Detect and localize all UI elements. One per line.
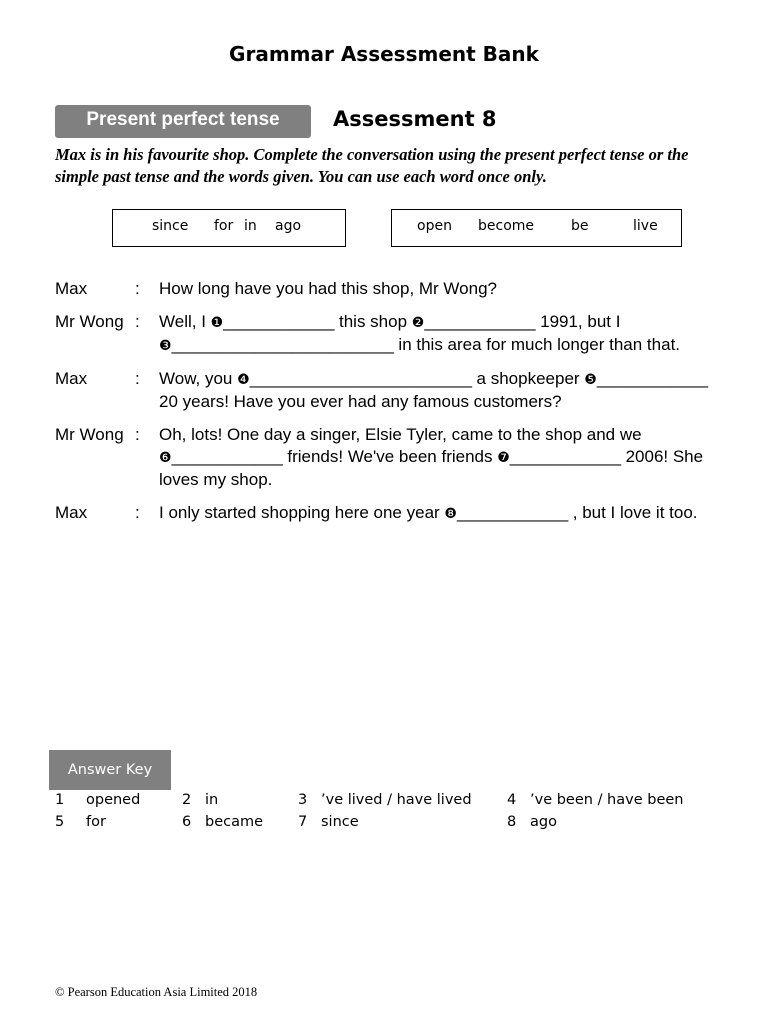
answer-number: 4 [507,792,517,808]
dialogue-turn [55,368,725,413]
answer-number: 2 [182,792,192,808]
copyright-footer: © Pearson Education Asia Limited 2018 [55,985,258,999]
dialogue [55,278,725,536]
answer-item [55,814,106,830]
speech-fragment: 1991, but I [535,312,621,331]
speech-fragment: , but I love it too. [568,503,698,522]
speaker-colon: : [135,425,140,444]
speech-fragment: Well, I [159,312,211,331]
speech-text [159,278,725,300]
answer-blank: ____________ [171,447,283,466]
speech-text [159,368,725,413]
answer-blank: ____________ [596,369,708,388]
speech-fragment: this shop [334,312,412,331]
speech-fragment: a shopkeeper [471,369,585,388]
word-in: in [244,218,257,234]
answer-number: 5 [55,814,65,830]
answer-blank: ____________ [509,447,621,466]
dialogue-turn [55,311,725,357]
answer-item [507,814,557,830]
speaker-name: Mr Wong [55,425,124,444]
page-title: Grammar Assessment Bank [229,42,539,66]
question-number: ❷ [411,315,425,331]
speech-fragment: Wow, you [159,369,238,388]
word-live: live [633,218,658,234]
answer-item [298,814,359,830]
question-number: ❻ [159,450,172,466]
answer-number: 3 [298,792,308,808]
question-number: ❺ [584,372,597,388]
speech-fragment: Oh, lots! One day a singer, Elsie Tyler, came to the shop and we [159,425,642,444]
word-since: since [152,218,189,234]
speech-fragment: I only started shopping here one year [159,503,445,522]
answer-item [55,792,140,808]
word-be: be [571,218,589,234]
speaker-colon: : [135,369,140,388]
question-number: ❸ [159,338,172,354]
word-for: for [214,218,234,234]
answer-blank: ________________________ [249,369,472,388]
question-number: ❶ [210,315,224,331]
answer-item [182,814,263,830]
speaker-name: Max [55,503,88,522]
speaker-name: Max [55,369,88,388]
answer-blank: ________________________ [171,335,394,354]
speech-fragment: 2006! She loves my shop. [159,447,704,489]
speech-text [159,502,725,525]
speech-text [159,424,725,491]
speaker-name: Max [55,279,88,298]
answer-text: ’ve lived / have lived [321,792,472,808]
dialogue-turn [55,502,725,525]
word-open: open [417,218,452,234]
answer-text: ago [530,814,557,830]
speaker-colon: : [135,279,140,298]
answer-number: 1 [55,792,65,808]
answer-blank: ____________ [424,312,536,331]
assessment-number: Assessment 8 [333,107,497,131]
speech-fragment: in this area for much longer than that. [393,335,681,354]
word-become: become [478,218,535,234]
speech-text [159,311,725,357]
dialogue-turn [55,424,725,491]
speaker-colon: : [135,503,140,522]
word-box-prepositions [112,209,346,247]
speech-fragment: 20 years! Have you ever had any famous customers? [159,392,562,411]
answer-blank: ____________ [456,503,569,522]
answer-text: opened [86,792,141,808]
answer-item [507,792,683,808]
speaker-name: Mr Wong [55,312,124,331]
speech-fragment: friends! We've been friends [282,447,498,466]
answer-number: 6 [182,814,192,830]
answer-number: 8 [507,814,517,830]
question-number: ❼ [497,450,510,466]
answer-key-label: Answer Key [49,750,171,790]
answer-text: in [205,792,219,808]
speaker-colon: : [135,312,140,331]
answer-number: 7 [298,814,308,830]
answer-blank: ____________ [223,312,335,331]
answer-text: ’ve been / have been [530,792,684,808]
answer-text: since [321,814,359,830]
answer-item [298,792,472,808]
word-ago: ago [275,218,302,234]
topic-badge: Present perfect tense [55,105,311,138]
word-box-verbs [391,209,682,247]
dialogue-turn [55,278,725,300]
question-number: ❽ [444,506,457,522]
question-number: ❹ [237,372,250,388]
answer-item [182,792,218,808]
instructions: Max is in his favourite shop. Complete the conversation using the present perfect tense or the simple past tense and the words given. You can use each word once only. [55,145,689,186]
speech-fragment: How long have you had this shop, Mr Wong? [159,279,497,298]
answer-text: became [205,814,264,830]
answer-text: for [86,814,106,830]
